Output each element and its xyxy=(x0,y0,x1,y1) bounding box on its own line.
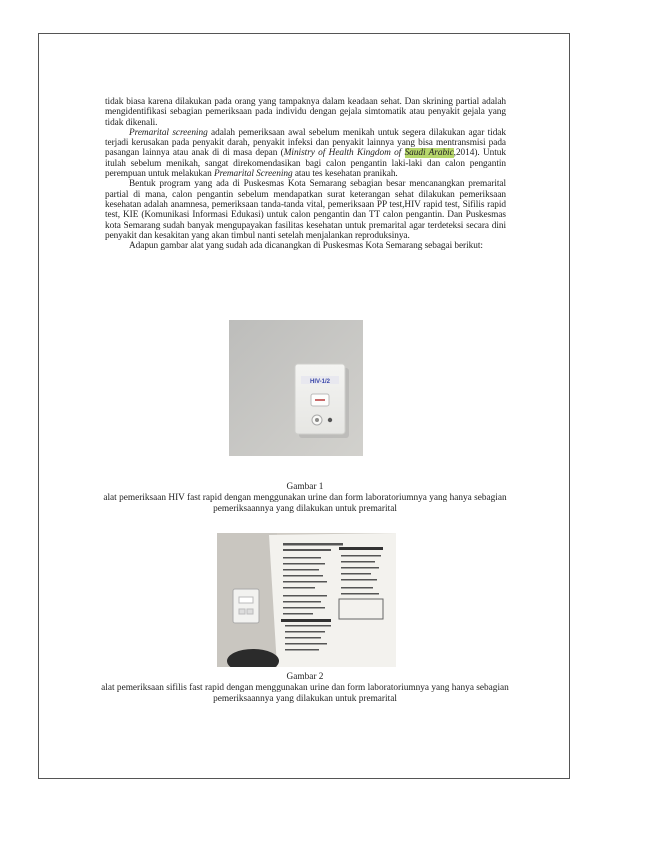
paragraph-2-part-b: ,2014). Untuk itulah sebelum menikah, sangat direkomendasikan bagi calon pengantin laki-laki dan calon pengantin perempuan untuk melakukan xyxy=(105,148,506,180)
hiv-test-cassette-image xyxy=(229,320,363,456)
syphilis-test-and-form-image xyxy=(217,533,396,667)
paragraph-2 xyxy=(105,128,506,179)
term-premarital-screening-2: Premarital Screening xyxy=(213,169,293,180)
figure-1-caption-title: Gambar 1 xyxy=(286,482,324,492)
body-text xyxy=(105,97,506,251)
citation-saudi-arabic: Saudi Arabic xyxy=(404,148,454,159)
paragraph-2-part-a: adalah pemeriksaan awal sebelum menikah untuk segera dilakukan agar tidak terjadi kerusakan pada penyakit darah, penyakit infeksi dan penyakit lainnya yang bisa mentransmisi pada pasangan lainnya atau anak di di masa depan ( xyxy=(105,127,506,159)
figure-2-caption-text: alat pemeriksaan sifilis fast rapid dengan menggunakan urine dan form laboratoriumnya yang hanya sebagian pemeriksaannya yang dilakukan untuk premarital xyxy=(101,683,509,704)
paragraph-3: Bentuk program yang ada di Puskesmas Kota Semarang sebagian besar mencanangkan premarital partial di mana, calon pengantin sebelum mendapatkan surat keterangan sehat dilakukan pemeriksaan kesehatan adalah anamnesa, pemeriksaan tanda-tanda vital, pemeriksaan PP test,HIV rapid test, Sifilis rapid test, KIE (Komunikasi Informasi Edukasi) untuk calon pengantin dan TT calon pengantin. Dan Puskesmas kota Semarang sudah banyak mengupayakan fasilitas kesehatan untuk premarital agar terdeteksi secara dini penyakit dan kesakitan yang akan timbul nanti setelah menjalankan reproduksinya. xyxy=(105,179,506,241)
figure-1-photo xyxy=(229,320,363,456)
cassette-label: HIV-1/2 xyxy=(309,379,331,385)
paragraph-2-part-c: atau tes kesehatan pranikah. xyxy=(292,169,398,180)
figure-1-caption-text: alat pemeriksaan HIV fast rapid dengan menggunakan urine dan form laboratoriumnya yang hanya sebagian pemeriksaannya yang dilakukan untuk premarital xyxy=(103,493,507,514)
figure-2-photo xyxy=(217,533,396,667)
document-page xyxy=(38,33,570,779)
paragraph-1: tidak biasa karena dilakukan pada orang yang tampaknya dalam keadaan sehat. Dan skrining partial adalah mengidentifikasi sebagian pemeriksaan pada individu dengan gejala simtomatik atau penyakit gejala yang tidak dikenali. xyxy=(105,97,506,128)
figure-2-caption-title: Gambar 2 xyxy=(286,672,324,682)
paragraph-4: Adapun gambar alat yang sudah ada dicanangkan di Puskesmas Kota Semarang sebagai berikut: xyxy=(129,241,483,252)
citation-ministry: Ministry of Health Kingdom of xyxy=(283,148,405,159)
term-premarital-screening: Premarital screening xyxy=(129,127,208,138)
